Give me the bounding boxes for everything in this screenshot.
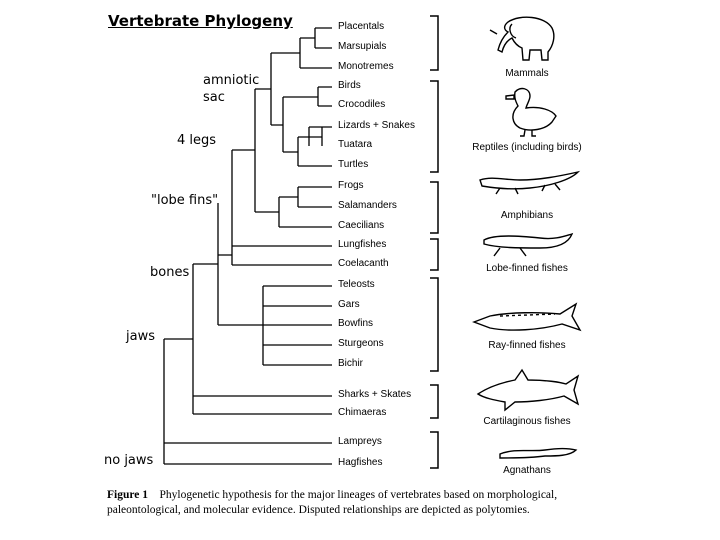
taxon-label: Frogs (338, 180, 364, 191)
taxon-label: Marsupials (338, 41, 387, 52)
bracket-cartilaginous (430, 385, 438, 418)
trait-four-legs: 4 legs (177, 133, 217, 148)
branch-amniotes (271, 53, 300, 125)
bracket-agnathans (430, 432, 438, 468)
caption-text: Phylogenetic hypothesis for the major lineages of vertebrates based on morphological, paleontological, and molecular evidence. Disputed relationships are depicted as polytomies. (107, 489, 558, 516)
sturgeon-icon (474, 304, 580, 330)
taxon-label: Sharks + Skates (338, 389, 412, 400)
branch-amphibians (279, 187, 332, 227)
group-label-agnathans: Agnathans (503, 465, 551, 476)
shark-icon (478, 370, 578, 410)
bracket-reptiles (430, 81, 438, 172)
group-label-lobe-finned: Lobe-finned fishes (486, 263, 568, 274)
group-label-amphibians: Amphibians (500, 210, 554, 221)
lamprey-icon (500, 449, 576, 459)
taxon-label: Turtles (338, 159, 369, 170)
taxon-label: Hagfishes (338, 457, 383, 468)
lungfish-icon (484, 234, 572, 256)
branch-archosaurs (283, 87, 332, 152)
taxon-label: Bowfins (338, 318, 374, 329)
branch-osteichthyes (193, 203, 218, 325)
bracket-mammals (430, 16, 438, 70)
group-label-reptiles: Reptiles (including birds) (472, 142, 582, 153)
taxon-label: Lizards + Snakes (338, 120, 415, 131)
group-label-ray-finned: Ray-finned fishes (488, 340, 566, 351)
taxon-label: Sturgeons (338, 338, 384, 349)
trait-no-jaws: no jaws (104, 453, 154, 468)
taxon-label: Salamanders (338, 200, 397, 211)
taxon-label: Lungfishes (338, 239, 387, 250)
page-title: Vertebrate Phylogeny (108, 12, 293, 30)
duck-icon (506, 89, 556, 136)
elephant-icon (490, 17, 554, 60)
branch-mammals (300, 28, 332, 68)
branch-gnathostomes (164, 339, 332, 464)
taxon-label: Gars (338, 299, 360, 310)
taxon-label: Monotremes (338, 61, 394, 72)
taxon-label: Placentals (338, 21, 385, 32)
trait-bones: bones (150, 265, 190, 280)
bracket-lobe-finned (430, 239, 438, 270)
bracket-ray-finned (430, 278, 438, 371)
branch-tetrapods (255, 89, 279, 212)
figure-number: Figure 1 (107, 489, 148, 501)
trait-amniotic-sac: amniotic sac (203, 73, 260, 105)
salamander-icon (480, 172, 578, 194)
taxon-label: Teleosts (338, 279, 375, 290)
taxon-label: Tuatara (338, 139, 373, 150)
taxon-label: Birds (338, 80, 361, 91)
taxon-label: Chimaeras (338, 407, 387, 418)
trait-lobe-fins: "lobe fins" (151, 193, 219, 208)
bracket-amphibians (430, 182, 438, 233)
group-label-mammals: Mammals (505, 68, 549, 79)
trait-jaws: jaws (126, 329, 155, 344)
taxon-label: Caecilians (338, 220, 385, 231)
branch-reptiles (298, 127, 332, 166)
taxon-label: Lampreys (338, 436, 382, 447)
group-label-cartilaginous: Cartilaginous fishes (483, 416, 571, 427)
branch-rayfinned (218, 286, 332, 365)
taxon-label: Coelacanth (338, 258, 389, 269)
taxon-label: Crocodiles (338, 99, 386, 110)
figure-caption (107, 488, 607, 518)
taxon-label: Bichir (338, 358, 364, 369)
